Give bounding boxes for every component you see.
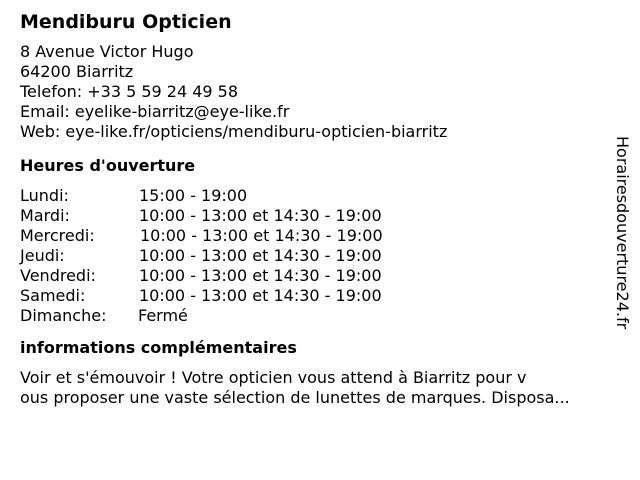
business-name: Mendiburu Opticien (20, 11, 232, 33)
hours-row-friday (20, 266, 600, 286)
additional-info-line-2: ous proposer une vaste sélection de lunettes de marques. Disposa... (20, 388, 570, 407)
additional-info-heading: informations complémentaires (20, 338, 297, 357)
opening-hours-table (20, 186, 600, 326)
hours-row-saturday (20, 286, 600, 306)
hours-row-thursday (20, 246, 600, 266)
hours-time-value: 10:00 - 13:00 et 14:30 - 19:00 (139, 286, 382, 305)
hours-time-value: Fermé (138, 306, 188, 325)
hours-day-label: Mardi: (20, 206, 70, 225)
hours-time-value: 10:00 - 13:00 et 14:30 - 19:00 (139, 246, 382, 265)
hours-time-value: 10:00 - 13:00 et 14:30 - 19:00 (139, 206, 382, 225)
business-card (20, 10, 600, 408)
hours-day-label: Lundi: (20, 186, 69, 205)
opening-hours-heading: Heures d'ouverture (20, 156, 196, 175)
hours-day-label: Mercredi: (20, 226, 95, 245)
address-line-city: 64200 Biarritz (20, 62, 134, 81)
phone-line: Telefon: +33 5 59 24 49 58 (20, 82, 239, 101)
site-watermark: Horairesdouverture24.fr (613, 136, 632, 330)
web-line: Web: eye-like.fr/opticiens/mendiburu-opticien-biarritz (20, 122, 448, 141)
email-line: Email: eyelike-biarritz@eye-like.fr (20, 102, 290, 121)
hours-day-label: Samedi: (20, 286, 86, 305)
hours-row-monday (20, 186, 600, 206)
address-line-street: 8 Avenue Victor Hugo (20, 42, 194, 61)
hours-row-wednesday (20, 226, 600, 246)
hours-row-tuesday (20, 206, 600, 226)
hours-row-sunday (20, 306, 600, 326)
hours-day-label: Dimanche: (20, 306, 107, 325)
hours-day-label: Vendredi: (20, 266, 96, 285)
hours-day-label: Jeudi: (20, 246, 65, 265)
hours-time-value: 10:00 - 13:00 et 14:30 - 19:00 (139, 266, 382, 285)
hours-time-value: 10:00 - 13:00 et 14:30 - 19:00 (140, 226, 383, 245)
additional-info-line-1: Voir et s'émouvoir ! Votre opticien vous attend à Biarritz pour v (20, 368, 527, 387)
hours-time-value: 15:00 - 19:00 (139, 186, 248, 205)
